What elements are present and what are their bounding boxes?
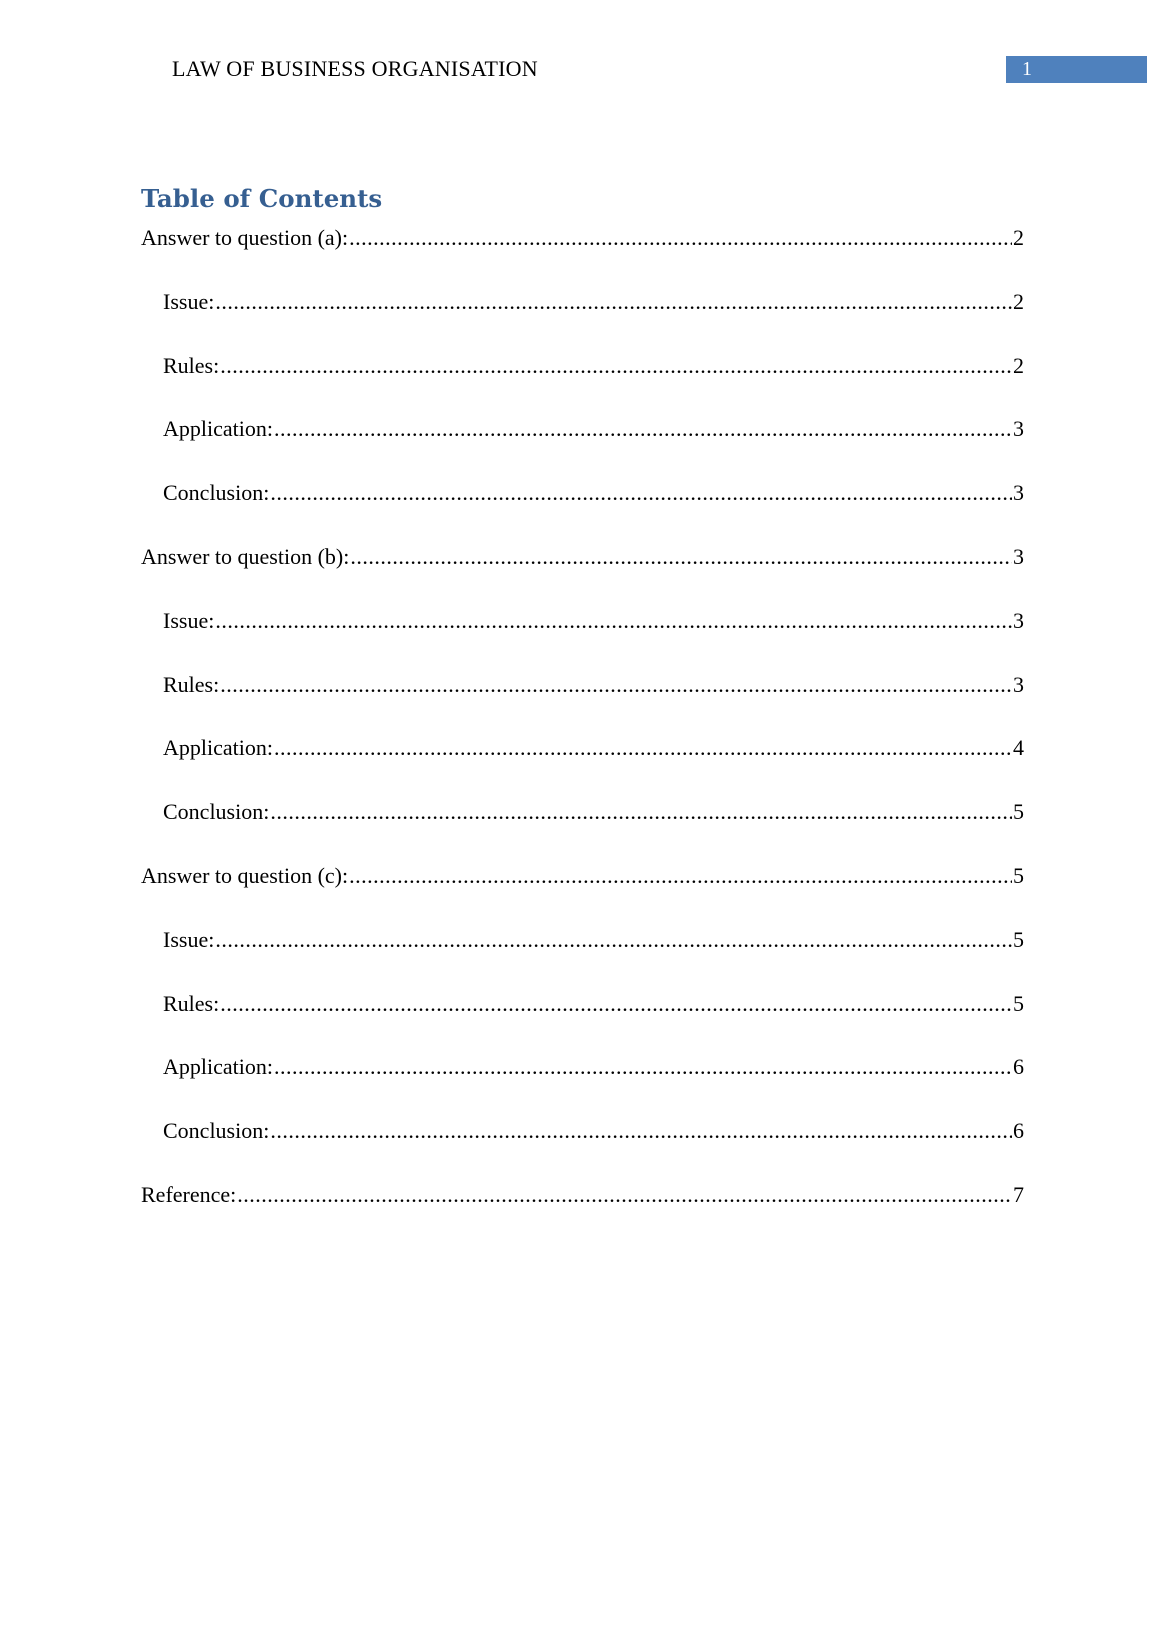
toc-dot-leader: [270, 477, 1012, 509]
toc-entry-label: Conclusion:: [163, 480, 270, 506]
toc-dot-leader: [350, 541, 1012, 573]
running-header-title: LAW OF BUSINESS ORGANISATION: [172, 56, 538, 81]
toc-entry-page: 5: [1013, 799, 1024, 825]
toc-entry-page: 3: [1013, 607, 1024, 633]
toc-dot-leader: [215, 924, 1012, 956]
toc-dot-leader: [274, 1051, 1012, 1083]
toc-entry-label: Conclusion:: [163, 1118, 270, 1144]
toc-heading: Table of Contents: [141, 184, 383, 213]
toc-entry-label: Application:: [163, 735, 273, 761]
toc-entry-reference[interactable]: [141, 1179, 1024, 1243]
toc-entry-page: 6: [1013, 1118, 1024, 1144]
toc-entry-conclusion[interactable]: [141, 477, 1024, 541]
toc-dot-leader: [220, 350, 1012, 382]
toc-entry-conclusion[interactable]: [141, 796, 1024, 860]
toc-entry-page: 5: [1013, 990, 1024, 1016]
toc-entry-page: 5: [1013, 926, 1024, 952]
toc-entry-issue[interactable]: [141, 286, 1024, 350]
toc-dot-leader: [237, 1179, 1012, 1211]
toc-entry-page: 2: [1013, 225, 1024, 250]
toc-dot-leader: [270, 1115, 1012, 1147]
toc-entry-label: Rules:: [163, 352, 220, 378]
toc-dot-leader: [274, 732, 1012, 764]
toc-entry-label: Answer to question (a):: [141, 225, 349, 250]
toc-entry-page: 4: [1013, 735, 1024, 761]
toc-dot-leader: [215, 605, 1012, 637]
toc-entry-label: Application:: [163, 1054, 273, 1080]
toc-entry-issue[interactable]: [141, 924, 1024, 988]
toc-entry-label: Issue:: [163, 926, 215, 952]
toc-dot-leader: [349, 860, 1012, 892]
toc-entry-label: Conclusion:: [163, 799, 270, 825]
toc-entry-page: 3: [1013, 543, 1024, 569]
toc-dot-leader: [220, 669, 1012, 701]
toc-entry-label: Issue:: [163, 607, 215, 633]
toc-dot-leader: [220, 988, 1012, 1020]
toc-dot-leader: [349, 222, 1012, 254]
toc-entry-rules[interactable]: [141, 988, 1024, 1052]
toc-entry-page: 2: [1013, 288, 1024, 314]
toc-entry-label: Answer to question (b):: [141, 543, 350, 569]
toc-entry-page: 2: [1013, 352, 1024, 378]
toc-dot-leader: [215, 286, 1012, 318]
toc-entry-label: Answer to question (c):: [141, 862, 349, 888]
toc-entry-q-b[interactable]: [141, 541, 1024, 605]
toc-entry-page: 3: [1013, 416, 1024, 442]
toc-entry-application[interactable]: [141, 732, 1024, 796]
toc-entry-label: Issue:: [163, 288, 215, 314]
toc-entry-label: Rules:: [163, 671, 220, 697]
toc-dot-leader: [270, 796, 1012, 828]
toc-entry-page: 3: [1013, 671, 1024, 697]
toc-entry-issue[interactable]: [141, 605, 1024, 669]
toc-entry-application[interactable]: [141, 1051, 1024, 1115]
toc-entry-page: 7: [1013, 1181, 1024, 1207]
toc-list: [141, 222, 1024, 1243]
toc-entry-conclusion[interactable]: [141, 1115, 1024, 1179]
toc-entry-q-a[interactable]: [141, 222, 1024, 286]
page-number: 1: [1022, 58, 1032, 80]
toc-entry-label: Reference:: [141, 1181, 237, 1207]
toc-dot-leader: [274, 413, 1012, 445]
toc-entry-label: Rules:: [163, 990, 220, 1016]
toc-entry-q-c[interactable]: [141, 860, 1024, 924]
toc-entry-rules[interactable]: [141, 350, 1024, 414]
toc-entry-label: Application:: [163, 416, 273, 442]
toc-entry-page: 3: [1013, 480, 1024, 506]
toc-entry-rules[interactable]: [141, 669, 1024, 733]
page-number-badge: [1006, 56, 1147, 83]
toc-entry-page: 5: [1013, 862, 1024, 888]
toc-entry-page: 6: [1013, 1054, 1024, 1080]
toc-entry-application[interactable]: [141, 413, 1024, 477]
